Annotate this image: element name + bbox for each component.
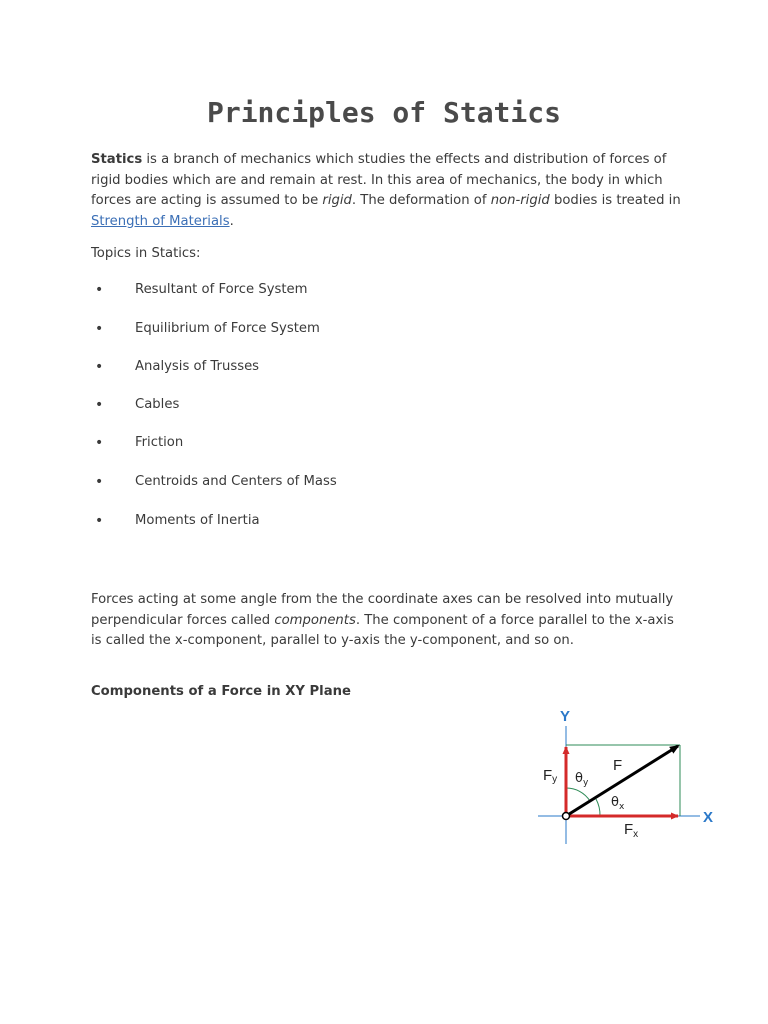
theta-x-sub: x [618, 802, 625, 812]
topic-label: Resultant of Force System [135, 282, 308, 297]
bullet: • [95, 321, 104, 337]
list-item [0, 359, 400, 379]
theta-x-main: θ [611, 795, 619, 810]
list-item [0, 282, 400, 302]
intro-paragraph [91, 150, 681, 232]
theta-y-main: θ [575, 771, 583, 786]
rigid-term: rigid [322, 193, 352, 208]
bullet: • [95, 435, 104, 451]
strength-of-materials-link[interactable]: Strength of Materials [91, 213, 230, 229]
bullet: • [95, 474, 104, 490]
intro-text-2: . The deformation of [351, 193, 491, 208]
intro-text-4: . [229, 213, 234, 229]
topic-label: Moments of Inertia [135, 513, 260, 528]
list-item [0, 435, 400, 455]
forces-text-1: Forces acting at some angle from the the coordinate axes can be resolved into mutually perpendicular forces called [91, 592, 674, 628]
statics-term: Statics [91, 152, 143, 167]
bullet: • [95, 513, 104, 529]
theta-y-sub: y [582, 778, 589, 788]
x-axis-label: X [703, 809, 714, 826]
bullet: • [95, 282, 104, 298]
list-item [0, 321, 400, 341]
fx-label-main: F [624, 821, 634, 838]
list-item [0, 513, 400, 533]
intro-text-3: bodies is treated in [549, 193, 681, 208]
force-label: F [613, 757, 623, 774]
fx-label [624, 821, 638, 840]
list-item [0, 474, 400, 494]
page-title: Principles of Statics [206, 96, 561, 129]
theta-y-label [575, 771, 589, 788]
fy-label-sub: y [552, 774, 558, 785]
topic-label: Equilibrium of Force System [135, 321, 320, 336]
theta-x-arc [596, 799, 600, 816]
theta-y-arc [566, 788, 590, 801]
origin-point [563, 813, 570, 820]
components-term: components [274, 612, 356, 628]
forces-paragraph [91, 590, 681, 652]
topic-label: Cables [135, 397, 180, 412]
fx-label-sub: x [633, 829, 639, 840]
section-heading: Components of a Force in XY Plane [91, 684, 351, 699]
non-rigid-term: non-rigid [490, 193, 550, 208]
list-item [0, 397, 400, 417]
intro-text-1: is a branch of mechanics which studies the effects and distribution of forces of rigid bodies which are and remain at rest. In this area of mechanics, the body in which forces are acting is assumed to be [91, 152, 667, 208]
fy-label-main: F [543, 767, 553, 784]
topic-label: Friction [135, 435, 184, 450]
fy-label [543, 767, 557, 785]
topic-label: Analysis of Trusses [135, 359, 260, 374]
forces-text-2: . The component of a force parallel to the x-axis is called the x-component, parallel to y-axis the y-component, and so on. [91, 612, 674, 648]
y-axis-label: Y [560, 708, 571, 725]
force-components-diagram [530, 700, 730, 850]
bullet: • [95, 359, 104, 375]
topics-heading: Topics in Statics: [91, 246, 201, 261]
topic-label: Centroids and Centers of Mass [135, 474, 337, 489]
bullet: • [95, 397, 104, 413]
theta-x-label [611, 795, 625, 812]
